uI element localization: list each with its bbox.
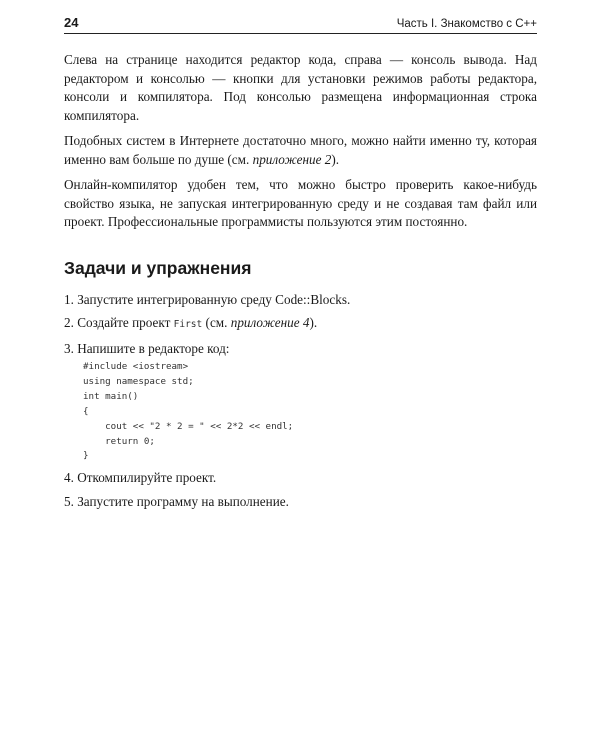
- code-listing: [83, 360, 537, 464]
- code-line: }: [83, 450, 89, 462]
- list-item: [64, 340, 537, 465]
- page-number: 24: [64, 15, 79, 30]
- section-heading: Задачи и упражнения: [64, 257, 252, 278]
- running-title: Часть I. Знакомство с С++: [396, 18, 537, 30]
- list-item: 1. Запустите интегрированную среду Code::Blocks.: [64, 291, 351, 307]
- step-text: 2. Создайте проект: [64, 315, 174, 330]
- appendix-reference: приложение 2: [252, 151, 332, 167]
- exercise-list: [64, 291, 537, 512]
- book-page: [64, 12, 537, 516]
- list-item: 4. Откомпилируйте проект.: [64, 470, 217, 486]
- list-item: [64, 314, 537, 335]
- paragraph-similar-systems: [64, 132, 537, 169]
- project-name-code: First: [173, 319, 203, 330]
- code-line: using namespace std;: [83, 375, 194, 387]
- step-text: 3. Напишите в редакторе код:: [64, 340, 230, 356]
- page-header: [64, 12, 537, 34]
- appendix-reference: приложение 4: [230, 315, 310, 330]
- paragraph-editor-description: Слева на странице находится редактор кода, справа — консоль вывода. Над редактором и консолью — кнопки для установки режимов работы редактора, консоли и компилятора. Под консолью размещена информационная строка компилятора.: [64, 52, 537, 123]
- code-line: {: [83, 405, 89, 417]
- paragraph-text: Подобных систем в Интернете достаточно много, можно найти именно ту, которая именно вам больше по душе (см.: [64, 133, 537, 167]
- step-text: (см.: [202, 315, 231, 330]
- code-line: return 0;: [83, 435, 155, 447]
- code-line: cout << "2 * 2 = " << 2*2 << endl;: [83, 420, 294, 432]
- list-item: 5. Запустите программу на выполнение.: [64, 493, 289, 509]
- paragraph-text: ).: [331, 151, 340, 167]
- code-line: #include <iostream>: [83, 361, 189, 372]
- code-line: int main(): [83, 390, 139, 402]
- step-text: ).: [309, 315, 318, 330]
- paragraph-online-compiler: Онлайн-компилятор удобен тем, что можно быстро проверить какое-нибудь свойство языка, не запуская интегрированную среду и не создавая там файл или проект. Профессиональные программисты пользуются этим постоянно.: [64, 177, 537, 229]
